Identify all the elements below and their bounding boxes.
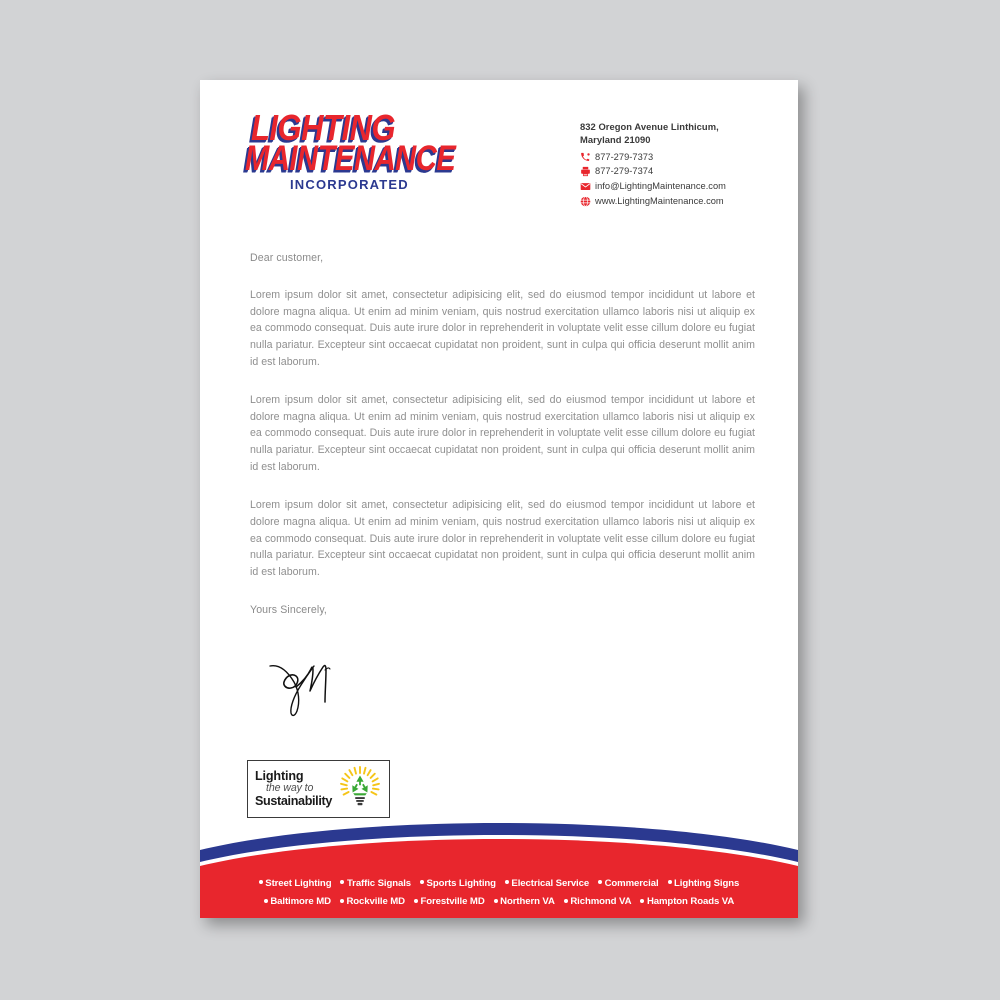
fax-number[interactable]: 877-279-7374	[595, 166, 654, 177]
footer-location-item-label: Northern VA	[500, 896, 555, 908]
footer-service-item	[259, 878, 332, 889]
bullet-dot-icon	[505, 880, 509, 884]
footer-location-item	[494, 896, 555, 907]
footer-location-item	[340, 896, 405, 907]
bullet-dot-icon	[640, 899, 644, 903]
letter-paragraph: Lorem ipsum dolor sit amet, consectetur adipisicing elit, sed do eiusmod tempor incididunt ut labore et dolore magna aliqua. Ut enim ad minim veniam, quis nostrud exercitation ullamco laboris nisi ut aliquip ex ea commodo consequat. Duis aute irure dolor in reprehenderit in voluptate velit esse cillum dolore eu fugiat nulla pariatur. Excepteur sint occaecat cupidatat non proident, sunt in culpa qui officia deserunt mollit anim id est laborum.	[250, 499, 755, 578]
fax-icon	[580, 166, 591, 177]
badge-line-2: the way to	[266, 782, 314, 795]
bullet-dot-icon	[564, 899, 568, 903]
address-line-2: Maryland 21090	[580, 134, 651, 146]
bullet-dot-icon	[259, 880, 263, 884]
footer-service-item	[668, 878, 740, 889]
contact-row-email	[580, 180, 790, 193]
footer-service-item-label: Lighting Signs	[674, 877, 740, 889]
phone-number[interactable]: 877-279-7373	[595, 151, 654, 162]
address-line-1: 832 Oregon Avenue Linthicum,	[580, 121, 719, 132]
contact-row-fax	[580, 165, 790, 178]
footer-service-item	[420, 878, 496, 889]
letter-salutation: Dear customer,	[250, 252, 324, 264]
contact-row-website	[580, 195, 790, 208]
footer-service-item	[598, 878, 658, 889]
company-logo	[245, 106, 456, 202]
letter-paragraph: Lorem ipsum dolor sit amet, consectetur adipisicing elit, sed do eiusmod tempor incididunt ut labore et dolore magna aliqua. Ut enim ad minim veniam, quis nostrud exercitation ullamco laboris nisi ut aliquip ex ea commodo consequat. Duis aute irure dolor in reprehenderit in voluptate velit esse cillum dolore eu fugiat nulla pariatur. Excepteur sint occaecat cupidatat non proident, sunt in culpa qui officia deserunt mollit anim id est laborum.	[250, 394, 755, 473]
footer-location-item	[264, 896, 331, 907]
footer-location-item	[564, 896, 632, 907]
bullet-dot-icon	[340, 880, 344, 884]
contact-block	[580, 120, 790, 209]
footer-locations-line	[200, 897, 798, 907]
badge-line-1: Lighting	[255, 769, 304, 784]
letter-paragraph: Lorem ipsum dolor sit amet, consectetur adipisicing elit, sed do eiusmod tempor incididunt ut labore et dolore magna aliqua. Ut enim ad minim veniam, quis nostrud exercitation ullamco laboris nisi ut aliquip ex ea commodo consequat. Duis aute irure dolor in reprehenderit in voluptate velit esse cillum dolore eu fugiat nulla pariatur. Excepteur sint occaecat cupidatat non proident, sunt in culpa qui officia deserunt mollit anim id est laborum.	[250, 289, 755, 368]
footer-location-item-label: Forestville MD	[420, 896, 485, 908]
footer-location-item	[414, 896, 485, 907]
logo-line-incorporated: INCORPORATED	[290, 177, 409, 192]
bullet-dot-icon	[420, 880, 424, 884]
letterhead-page	[200, 80, 798, 918]
bullet-dot-icon	[340, 899, 344, 903]
email-icon	[580, 181, 591, 192]
page-header	[200, 80, 798, 230]
email-address[interactable]: info@LightingMaintenance.com	[595, 181, 726, 192]
badge-text-block	[255, 770, 335, 808]
globe-icon	[580, 196, 591, 207]
footer-text-block	[200, 879, 798, 907]
bullet-dot-icon	[668, 880, 672, 884]
bullet-dot-icon	[414, 899, 418, 903]
footer-service-item-label: Street Lighting	[265, 877, 332, 889]
footer-location-item	[640, 896, 734, 907]
recycle-lightbulb-icon	[338, 766, 382, 812]
bullet-dot-icon	[598, 880, 602, 884]
badge-line-3: Sustainability	[255, 793, 332, 808]
contact-row-phone	[580, 151, 790, 164]
footer-service-item	[340, 878, 411, 889]
page-footer	[200, 810, 798, 918]
footer-location-item-label: Baltimore MD	[270, 896, 331, 908]
logo-line-maintenance: MAINTENANCE	[245, 138, 456, 179]
handwritten-signature	[266, 640, 356, 720]
footer-service-item	[505, 878, 589, 889]
logo-line-lighting: LIGHTING	[251, 106, 396, 149]
phone-icon	[580, 152, 591, 163]
letter-body	[250, 252, 755, 616]
footer-location-item-label: Richmond VA	[570, 896, 632, 908]
footer-service-item-label: Sports Lighting	[426, 877, 496, 889]
footer-service-item-label: Traffic Signals	[346, 877, 412, 889]
footer-location-item-label: Rockville MD	[346, 896, 405, 908]
footer-service-item-label: Electrical Service	[511, 877, 590, 889]
footer-service-item-label: Commercial	[604, 877, 659, 889]
bullet-dot-icon	[494, 899, 498, 903]
bullet-dot-icon	[264, 899, 268, 903]
letter-signoff: Yours Sincerely,	[250, 604, 327, 617]
footer-services-line	[200, 879, 798, 889]
company-address	[580, 120, 790, 147]
footer-location-item-label: Hampton Roads VA	[646, 896, 735, 908]
website-url[interactable]: www.LightingMaintenance.com	[595, 195, 724, 206]
